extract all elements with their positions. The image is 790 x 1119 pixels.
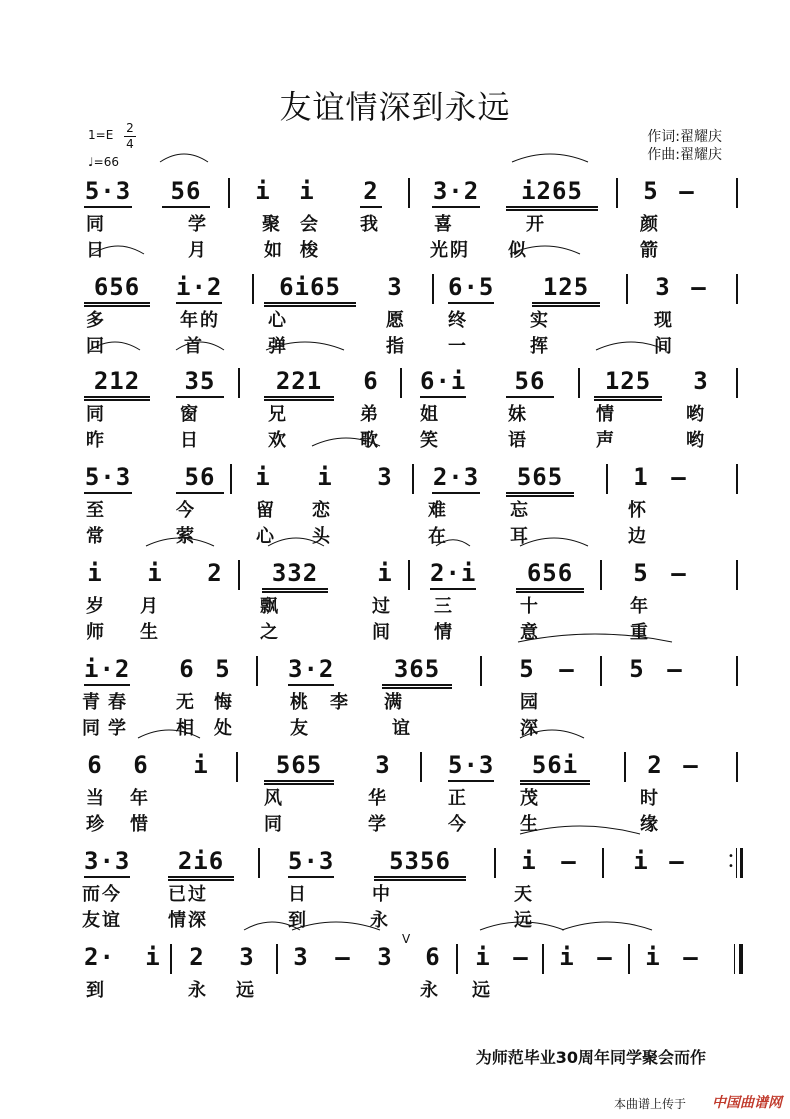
lyric-verse-1: 桃 [290,692,310,713]
note-group: – [597,943,613,971]
lyric-verse-2: 弹 [268,336,288,357]
lyric-verse-1: 多 [86,310,106,331]
lyric-verse-1: 远 [472,980,492,1001]
slur [480,922,564,930]
site-logo: 中国曲谱网 [712,1095,782,1111]
lyric-verse-1: 颜 [640,214,660,235]
lyric-verse-1: 永 [420,980,440,1001]
note-group: 2 [360,176,382,208]
lyric-verse-2: 意 [520,622,540,643]
lyric-verse-2: 生 [520,814,540,835]
note-group: 365 [382,654,452,689]
lyric-verse-2: 笑 [420,430,440,451]
note-group: 56i [520,750,590,785]
lyric-verse-2: 生 [140,622,160,643]
note-group: i [377,559,393,587]
lyric-verse-1: 无 [176,692,196,713]
note-group: 2·3 [432,462,480,494]
note-group: – [683,751,699,779]
note-group: 6 [87,751,103,779]
note-group: i265 [506,176,598,211]
lyric-verse-2: 歌 [360,430,380,451]
quarter-note-icon: ♩ [88,155,94,169]
note-group: 2 [207,559,223,587]
note-group: i [475,943,491,971]
note-group: 5 [519,655,535,683]
slur [312,438,380,446]
lyric-verse-1: 会 [300,214,320,235]
lyric-verse-1: 年 [130,788,150,809]
lyric-verse-2: 昨 [86,430,106,451]
note-group: i [299,177,315,205]
lyric-verse-2: 相 [176,718,196,739]
lyric-verse-2: 光阴 [430,240,470,261]
lyric-verse-2: 学 [108,718,128,739]
lyric-verse-1: 悔 [214,692,234,713]
slur [520,730,584,738]
note-group: 6 [425,943,441,971]
note-group: 565 [506,462,574,497]
lyric-verse-1: 年 [630,596,650,617]
time-sig-top: 2 [126,121,134,135]
slur [512,154,588,162]
slur [510,246,580,254]
lyric-verse-2: 今 [448,814,468,835]
note-group: 5 [633,559,649,587]
note-group: 3·2 [432,176,480,208]
lyric-verse-2: 萦 [176,526,196,547]
note-group: 565 [264,750,334,785]
lyric-verse-1: 窗 [180,404,200,425]
slur [268,538,324,546]
tempo-value: =66 [93,155,119,169]
lyric-verse-1: 远 [236,980,256,1001]
lyric-verse-1: 愿 [386,310,406,331]
slur [436,540,470,546]
lyric-verse-2: 头 [312,526,332,547]
note-group: 5·3 [288,846,334,878]
song-title: 友谊情深到永远 [279,88,511,126]
lyric-verse-1: 永 [188,980,208,1001]
note-group: 1 [633,463,649,491]
lyric-verse-1: 至 [86,500,106,521]
lyric-verse-2: 情深 [168,910,208,931]
note-group: 3 [387,273,403,301]
note-group: 6 [133,751,149,779]
slur [518,634,672,642]
note-group: 2·i [430,558,476,590]
slur [292,922,380,930]
lyric-verse-1: 天 [514,884,534,905]
lyric-verse-1: 情 [596,404,616,425]
lyric-verse-1: 现 [654,310,674,331]
note-group: 5·3 [84,176,132,208]
lyric-verse-2: 一 [448,336,468,357]
lyric-verse-1: 同 [86,214,106,235]
note-group: 56 [506,366,554,398]
slur [596,342,666,350]
note-group: 656 [516,558,584,593]
note-group: 6 [363,367,379,395]
note-group: i [633,847,649,875]
lyric-verse-2: 心 [256,526,276,547]
lyric-verse-2: 情 [434,622,454,643]
dedication-note: 为师范毕业30周年同学聚会而作 [475,1048,706,1067]
note-group: 6i65 [264,272,356,307]
lyric-verse-2: 箭 [640,240,660,261]
lyric-verse-1: 我 [360,214,380,235]
note-group: i [255,177,271,205]
lyric-verse-2: 声 [596,430,616,451]
note-group: 221 [264,366,334,401]
lyric-verse-1: 岁 [86,596,106,617]
note-group: – [561,847,577,875]
lyric-verse-2: 重 [630,622,650,643]
note-group: 3 [377,463,393,491]
note-group: 125 [594,366,662,401]
note-group: – [683,943,699,971]
note-group: 3 [377,943,393,971]
note-group: i·2 [84,654,130,686]
lyric-verse-2: 梭 [300,240,320,261]
lyric-verse-2: 日 [180,430,200,451]
lyric-verse-1: 茂 [520,788,540,809]
note-group: – [559,655,575,683]
time-sig-bottom: 4 [124,136,136,152]
lyric-verse-1: 飘 [260,596,280,617]
lyric-verse-1: 今 [176,500,196,521]
lyric-verse-1: 弟 [360,404,380,425]
note-group: 35 [176,366,224,398]
lyric-verse-1: 妹 [508,404,528,425]
lyric-verse-2: 处 [214,718,234,739]
note-group: i [147,559,163,587]
note-group: – [669,847,685,875]
lyric-verse-2: 同 [264,814,284,835]
lyric-verse-2: 友谊 [82,910,122,931]
slur [90,342,140,350]
lyric-verse-1: 留 [256,500,276,521]
lyric-verse-1: 恋 [312,500,332,521]
lyric-verse-1: 华 [368,788,388,809]
lyric-verse-1: 同 [86,404,106,425]
note-group: i [255,463,271,491]
note-group: 2 [647,751,663,779]
lyric-verse-2: 永 [370,910,390,931]
note-group: 5 [629,655,645,683]
lyric-verse-2: 在 [428,526,448,547]
lyric-verse-1: 月 [140,596,160,617]
lyric-verse-2: 耳 [510,526,530,547]
lyric-verse-1: 到 [86,980,106,1001]
lyric-verse-1: 哟 [686,404,706,425]
lyric-verse-2: 指 [386,336,406,357]
lyric-verse-2: 常 [86,526,106,547]
note-group: i [521,847,537,875]
lyric-verse-1: 过 [372,596,392,617]
note-group: i [645,943,661,971]
lyric-verse-2: 间 [654,336,674,357]
slur [160,154,208,162]
note-group: 56 [162,176,210,208]
note-group: 332 [262,558,328,593]
lyric-verse-1: 姐 [420,404,440,425]
lyric-verse-2: 似 [508,240,528,261]
note-group: 2· [84,943,115,971]
lyric-verse-2: 欢 [268,430,288,451]
upload-label: 本曲谱上传于 [613,1097,686,1111]
note-group: 3 [375,751,391,779]
lyric-verse-1: 而今 [82,884,122,905]
note-group: 125 [532,272,600,307]
lyric-verse-2: 惜 [130,814,150,835]
lyric-verse-1: 春 [108,692,128,713]
lyric-verse-2: 友 [290,718,310,739]
note-group: 5356 [374,846,466,881]
lyric-verse-1: 三 [434,596,454,617]
slur [266,342,344,350]
lyric-verse-1: 满 [384,692,404,713]
note-group: 3 [693,367,709,395]
lyric-verse-1: 喜 [434,214,454,235]
lyric-verse-1: 时 [640,788,660,809]
lyric-verse-1: 怀 [628,500,648,521]
lyric-verse-1: 风 [264,788,284,809]
slur [176,342,224,350]
lyric-verse-1: 日 [288,884,308,905]
lyric-verse-2: 挥 [530,336,550,357]
note-group: 5 [643,177,659,205]
lyric-verse-1: 学 [188,214,208,235]
lyric-verse-2: 学 [368,814,388,835]
lyric-verse-2: 同 [82,718,102,739]
note-group: 5·3 [448,750,494,782]
lyric-verse-2: 哟 [686,430,706,451]
note-group: 6·5 [448,272,494,304]
lyric-verse-1: 当 [86,788,106,809]
note-group: – [513,943,529,971]
note-group: i·2 [176,272,222,304]
slur [92,246,144,254]
lyric-verse-1: 李 [330,692,350,713]
slur [138,730,200,738]
note-group: – [335,943,351,971]
note-group: – [671,559,687,587]
lyric-verse-1: 聚 [262,214,282,235]
slur [562,922,652,930]
lyric-verse-1: 青 [82,692,102,713]
note-group: 5 [215,655,231,683]
lyric-verse-2: 语 [508,430,528,451]
slur [520,538,588,546]
note-group: i [559,943,575,971]
note-group: 56 [176,462,224,494]
lyric-verse-2: 如 [264,240,284,261]
lyric-verse-1: 十 [520,596,540,617]
lyric-verse-1: 忘 [510,500,530,521]
lyric-verse-1: 正 [448,788,468,809]
note-group: i [193,751,209,779]
slur [244,922,300,930]
note-group: 3 [239,943,255,971]
note-group: – [667,655,683,683]
lyric-verse-2: 缘 [640,814,660,835]
note-group: 212 [84,366,150,401]
lyric-verse-2: 远 [514,910,534,931]
note-group: i [145,943,161,971]
lyric-verse-1: 难 [428,500,448,521]
lyric-verse-2: 回 [86,336,106,357]
note-group: – [679,177,695,205]
note-group: i [87,559,103,587]
lyric-verse-1: 终 [448,310,468,331]
note-group: 6·i [420,366,466,398]
lyric-verse-2: 深 [520,718,540,739]
slur [146,538,214,546]
lyric-verse-1: 开 [526,214,546,235]
lyric-verse-2: 间 [372,622,392,643]
note-group: 3·2 [288,654,334,686]
lyric-verse-1: 年的 [180,310,220,331]
note-group: 3 [655,273,671,301]
note-group: 2i6 [168,846,234,881]
lyric-verse-2: 日 [86,240,106,261]
lyric-verse-1: 兄 [268,404,288,425]
lyric-verse-2: 边 [628,526,648,547]
lyric-verse-2: 之 [260,622,280,643]
note-group: – [691,273,707,301]
slur [520,826,640,834]
lyric-verse-2: 珍 [86,814,106,835]
lyric-verse-1: 园 [520,692,540,713]
repeat-dots: • • [728,851,734,872]
lyric-verse-2: 师 [86,622,106,643]
lyric-verse-2: 到 [288,910,308,931]
lyricist: 作词:翟耀庆 [647,129,722,145]
key-label: 1=E [88,128,114,142]
lyric-verse-1: 已过 [168,884,208,905]
composer: 作曲:翟耀庆 [647,147,722,163]
breath-mark: V [402,932,411,946]
note-group: 6 [179,655,195,683]
lyric-verse-1: 中 [372,884,392,905]
note-group: 2 [189,943,205,971]
lyric-verse-2: 月 [188,240,208,261]
note-group: – [671,463,687,491]
note-group: i [317,463,333,491]
note-group: 3·3 [84,846,130,878]
note-group: 656 [84,272,150,307]
lyric-verse-2: 首 [184,336,204,357]
note-group: 3 [293,943,309,971]
lyric-verse-1: 实 [530,310,550,331]
lyric-verse-1: 心 [268,310,288,331]
note-group: 5·3 [84,462,132,494]
lyric-verse-2: 谊 [392,718,412,739]
